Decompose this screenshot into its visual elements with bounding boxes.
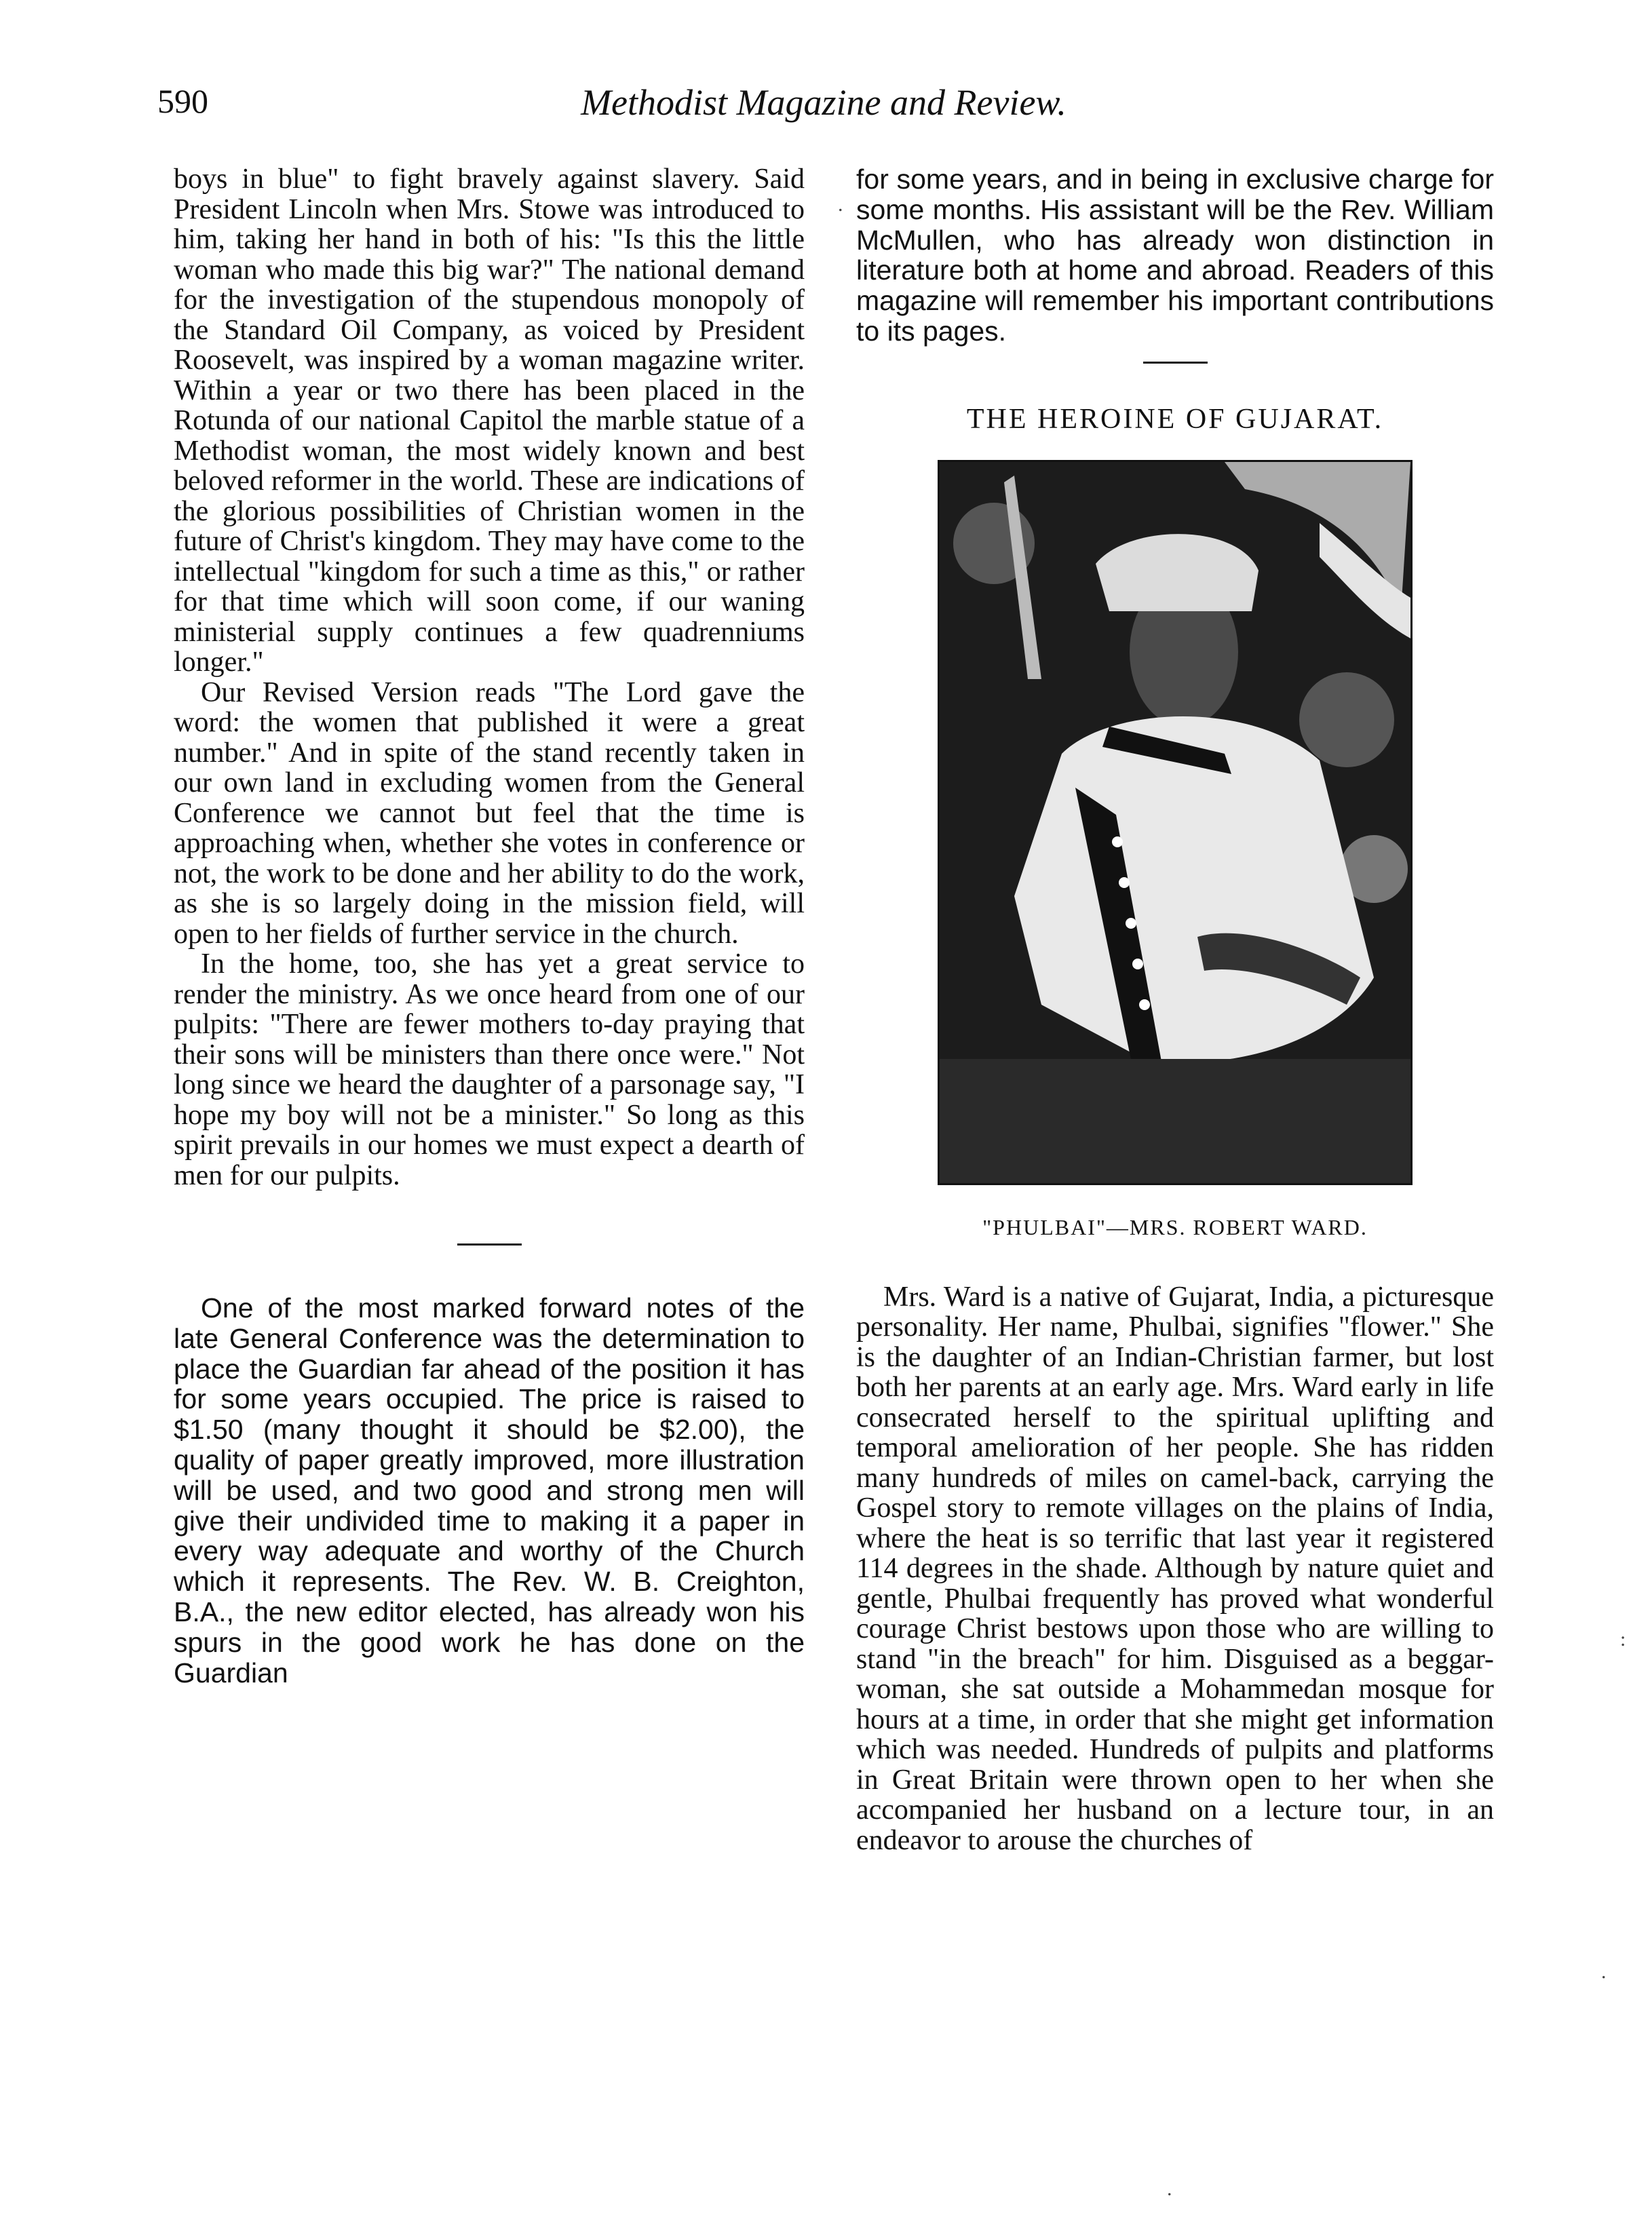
- right-column: [856, 164, 1494, 1855]
- left-paragraph-2: Our Revised Version reads "The Lord gave the word: the women that published it were a great number." And in spite of the stand recently taken in our own land in excluding women from the General Conference we cannot but feel that the time is approaching when, whether she votes in conference or not, the work to be done and her ability to do the work, as she is so largely doing in the mission field, will open to her fields of further service in the church.: [174, 676, 805, 950]
- left-column: [174, 164, 805, 1688]
- page-header: [157, 81, 1490, 136]
- left-paragraph-4: One of the most marked forward notes of the late General Conference was the determination to place the Guardian far ahead of the position it has for some years occupied. The price is raised to $1.50 (many thought it should be $2.00), the quality of paper greatly improved, more illustration will be used, and two good and strong men will give their undivided time to making it a paper in every way adequate and worthy of the Church which it represents. The Rev. W. B. Creighton, B.A., the new editor elected, has already won his spurs in the good work he has done on the Guardian: [174, 1292, 805, 1689]
- portrait-illustration: [940, 462, 1410, 1183]
- right-paragraph-2: Mrs. Ward is a native of Gujarat, India, a picturesque personality. Her name, Phulbai, signifies "flower." She is the daughter of an Indian-Christian farmer, but lost both her parents at an early age. Mrs. Ward early in life consecrated herself to the spiritual uplifting and temporal amelioration of her people. She has ridden many hundreds of miles on camel-back, carrying the Gospel story to remote villages on the plains of India, where the heat is so terrific that last year it registered 114 degrees in the shade. Although by nature quiet and gentle, Phulbai frequently has proved what wonderful courage Christ bestows upon those who are willing to stand "in the breach" for him. Disguised as a beggar-woman, she sat outside a Mohammedan mosque for hours at a time, in order that she might get information which was needed. Hundreds of pulpits and platforms in Great Britain were thrown open to her when she accompanied her husband on a lecture tour, in an endeavor to arouse the churches of: [856, 1281, 1494, 1856]
- left-paragraph-1: boys in blue" to fight bravely against slavery. Said President Lincoln when Mrs. Stowe was introduced to him, taking her hand in both of his: "Is this the little woman who made this big war?" The national demand for the investigation of the stupendous monopoly of the Standard Oil Company, as voiced by President Roosevelt, was inspired by a woman magazine writer. Within a year or two there has been placed in the Rotunda of our national Capitol the marble statue of a Methodist woman, the most widely known and best beloved reformer in the world. These are indications of the glorious possibilities of Christian women in the future of Christ's kingdom. They may have come to the intellectual "kingdom for such a time as this," or rather for that time which will soon come, if our waning ministerial supply continues a few quadrenniums longer.": [174, 163, 805, 678]
- page-number: 590: [157, 82, 208, 120]
- stray-mark: .: [1167, 2178, 1172, 2200]
- section-title: THE HEROINE OF GUJARAT.: [966, 403, 1384, 435]
- portrait-photo: [938, 460, 1413, 1185]
- stray-mark: .: [838, 193, 843, 216]
- stray-mark: .: [1601, 1961, 1607, 1983]
- photo-caption: "PHULBAI"—MRS. ROBERT WARD.: [982, 1215, 1368, 1240]
- left-paragraph-3: In the home, too, she has yet a great service to render the ministry. As we once heard from one of our pulpits: "There are fewer mothers to-day praying that their sons will be ministers than there once were." Not long since we heard the daughter of a parsonage say, "I hope my boy will not be a minister." So long as this spirit prevails in our homes we must expect a dearth of men for our pulpits.: [174, 948, 805, 1191]
- running-title: Methodist Magazine and Review.: [581, 82, 1067, 123]
- right-paragraph-1: for some years, and in being in exclusive charge for some months. His assistant will be the Rev. William McMullen, who has already won distinction in literature both at home and abroad. Readers of this magazine will remember his important contributions to its pages.: [856, 163, 1494, 347]
- stray-mark: :: [1620, 1628, 1626, 1651]
